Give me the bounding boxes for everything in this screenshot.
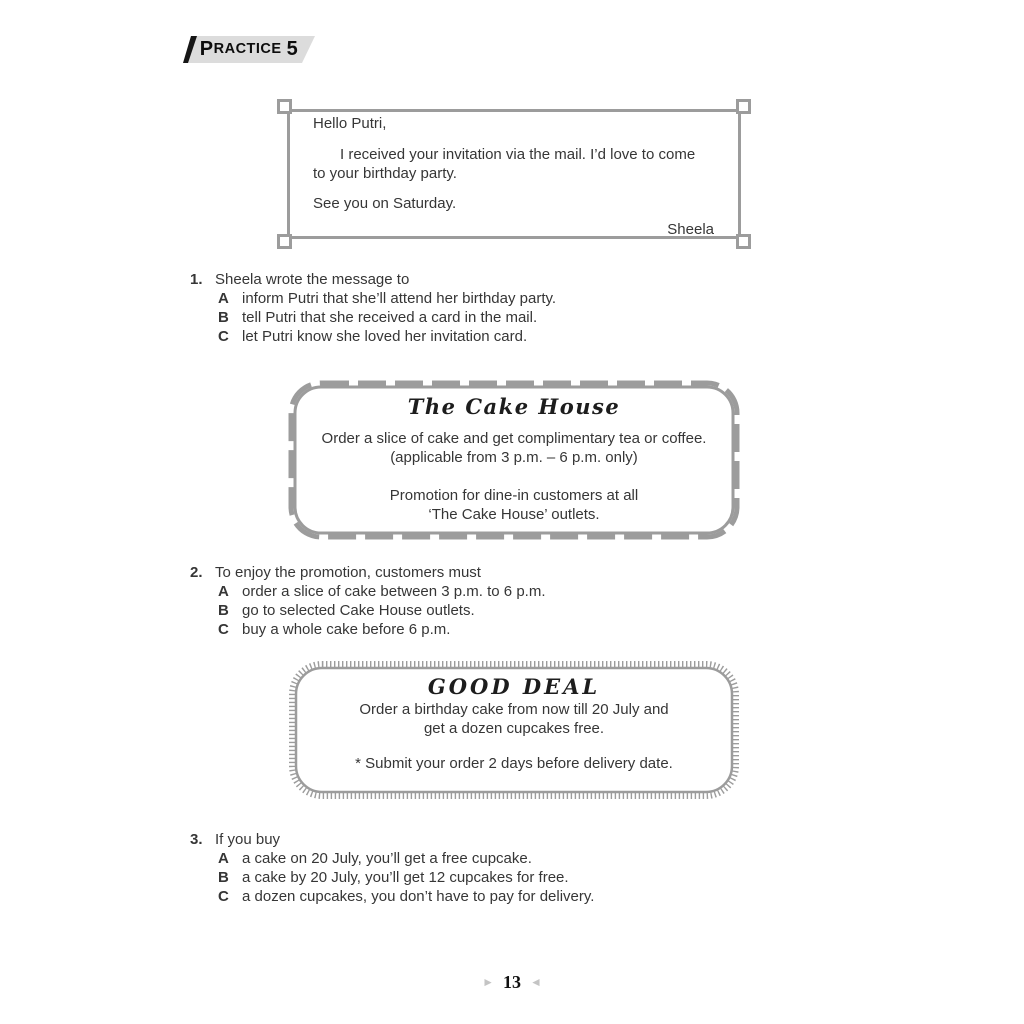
frame-corner-ornament: [736, 234, 751, 249]
option-text: inform Putri that she’ll attend her birthday party.: [242, 290, 557, 307]
message-content: [313, 114, 714, 239]
ad-line: Order a slice of cake and get complimentary tea or coffee.: [321, 430, 707, 447]
option-letter: A: [218, 850, 229, 867]
frame-corner-ornament: [736, 99, 751, 114]
page-footer: [0, 972, 1024, 992]
option-letter: B: [218, 309, 229, 326]
practice-badge: [183, 36, 315, 63]
ad-line: Promotion for dine-in customers at all: [389, 487, 639, 504]
question-stem-row: [190, 830, 790, 849]
page-number: 13: [503, 971, 521, 992]
question-3: [190, 830, 790, 906]
question-2: [190, 563, 790, 639]
option-letter: C: [218, 888, 229, 905]
ad-line: get a dozen cupcakes free.: [423, 720, 605, 737]
option-row: [218, 582, 790, 601]
question-stem: To enjoy the promotion, customers must: [215, 564, 481, 581]
question-stem: If you buy: [215, 831, 281, 848]
badge-number: 5: [286, 38, 299, 60]
question-number: 2.: [190, 564, 203, 581]
right-triangle-icon: ►: [482, 975, 494, 989]
option-letter: B: [218, 869, 229, 886]
option-text: tell Putri that she received a card in the mail.: [242, 309, 538, 326]
option-row: [218, 887, 790, 906]
option-row: [218, 620, 790, 639]
cake-house-title: The Cake House: [407, 394, 621, 419]
good-deal-title: GOOD DEAL: [427, 674, 601, 699]
question-number: 3.: [190, 831, 203, 848]
ad-line: (applicable from 3 p.m. – 6 p.m. only): [390, 449, 638, 466]
question-1: [190, 270, 790, 346]
message-signature: Sheela: [667, 221, 714, 238]
option-text: go to selected Cake House outlets.: [242, 602, 475, 619]
option-row: [218, 327, 790, 346]
cake-house-ad: [288, 380, 740, 540]
option-letter: C: [218, 328, 229, 345]
option-row: [218, 868, 790, 887]
option-row: [218, 601, 790, 620]
message-note-box: [278, 100, 750, 248]
option-text: a cake on 20 July, you’ll get a free cupcake.: [242, 850, 532, 867]
option-letter: A: [218, 583, 229, 600]
ad-line: Order a birthday cake from now till 20 July and: [359, 701, 669, 718]
ad-note: * Submit your order 2 days before delivery date.: [355, 755, 673, 772]
option-text: order a slice of cake between 3 p.m. to 6 p.m.: [242, 583, 546, 600]
question-number: 1.: [190, 271, 203, 288]
good-deal-content: [288, 674, 740, 773]
message-body-line1: I received your invitation via the mail. I’d love to come: [340, 146, 696, 163]
option-row: [218, 308, 790, 327]
option-letter: B: [218, 602, 229, 619]
cake-house-content: [288, 394, 740, 524]
option-row: [218, 289, 790, 308]
message-greeting: Hello Putri,: [313, 115, 387, 132]
question-stem-row: [190, 563, 790, 582]
frame-corner-ornament: [277, 99, 292, 114]
question-stem: Sheela wrote the message to: [215, 271, 410, 288]
option-letter: C: [218, 621, 229, 638]
option-text: let Putri know she loved her invitation card.: [242, 328, 528, 345]
option-text: a dozen cupcakes, you don’t have to pay for delivery.: [242, 888, 595, 905]
left-triangle-icon: ◄: [530, 975, 542, 989]
practice-badge-label: [197, 36, 301, 63]
option-row: [218, 849, 790, 868]
ad-line: ‘The Cake House’ outlets.: [428, 506, 600, 523]
option-text: a cake by 20 July, you’ll get 12 cupcakes for free.: [242, 869, 569, 886]
option-text: buy a whole cake before 6 p.m.: [242, 621, 451, 638]
badge-initial: P: [199, 38, 214, 60]
option-letter: A: [218, 290, 229, 307]
message-closing: See you on Saturday.: [313, 195, 457, 212]
question-stem-row: [190, 270, 790, 289]
message-body-line2: to your birthday party.: [313, 165, 457, 182]
frame-corner-ornament: [277, 234, 292, 249]
good-deal-ad: [288, 660, 740, 800]
badge-rest: RACTICE: [213, 41, 282, 57]
